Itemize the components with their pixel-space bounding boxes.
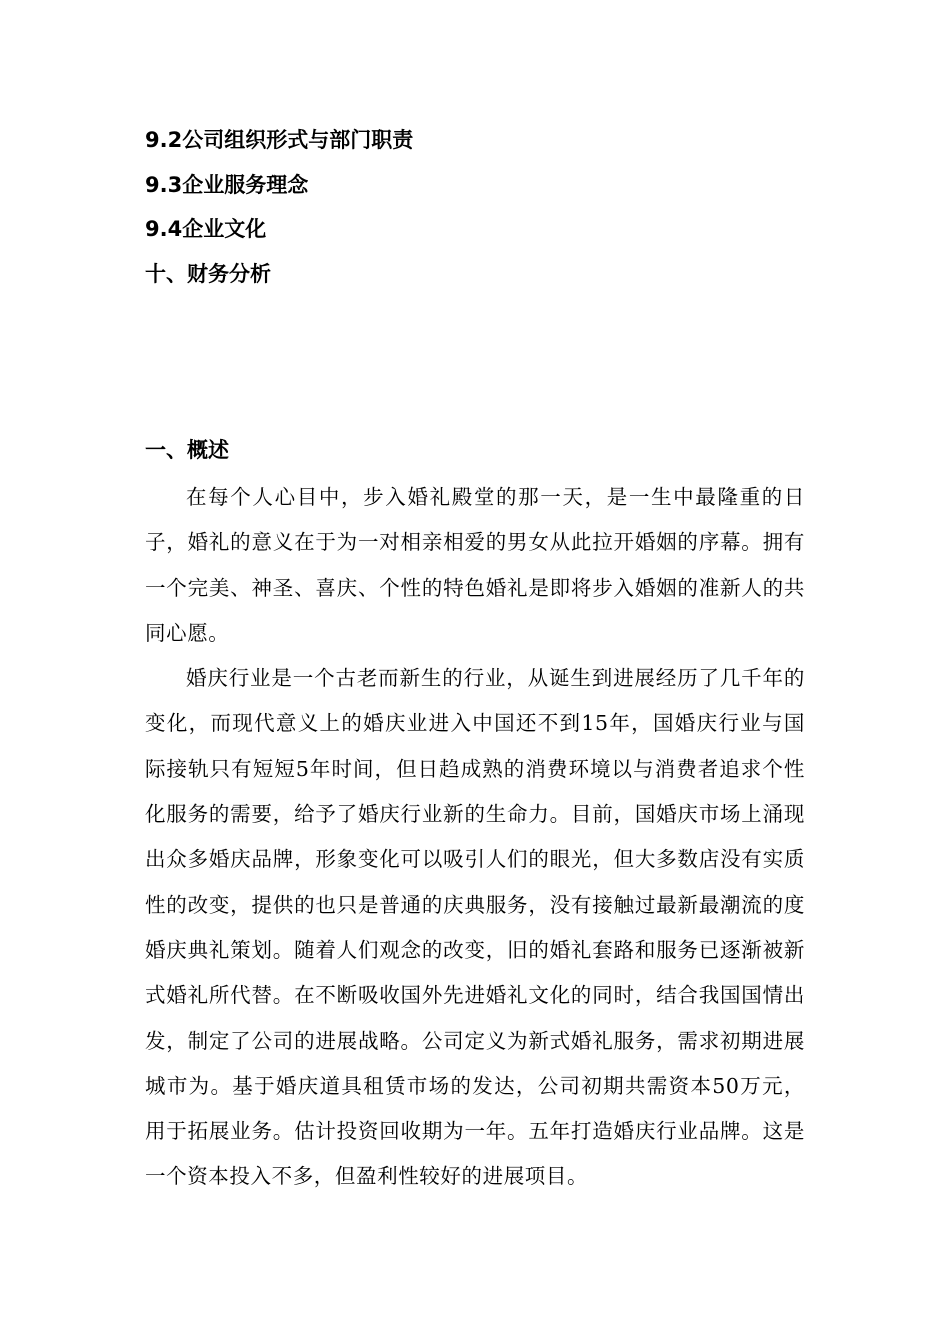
section-heading: 一、概述 bbox=[145, 438, 229, 462]
paragraph-2: 婚庆行业是一个古老而新生的行业，从诞生到进展经历了几千年的变化，而现代意义上的婚庆业进入中国还不到15年，国婚庆行业与国际接轨只有短短5年时间，但日趋成熟的消费环境以与消费者追求个性化服务的需要，给予了婚庆行业新的生命力。目前，国婚庆市场上涌现出众多婚庆品牌，形象变化可以吸引人们的眼光，但大多数店没有实质性的改变，提供的也只是普通的庆典服务，没有接触过最新最潮流的度婚庆典礼策划。随着人们观念的改变，旧的婚礼套路和服务已逐渐被新式婚礼所代替。在不断吸收国外先进婚礼文化的同时，结合我国国情出发，制定了公司的进展战略。公司定义为新式婚礼服务，需求初期进展城市为。基于婚庆道具租赁市场的发达，公司初期共需资本50万元，用于拓展业务。估计投资回收期为一年。五年打造婚庆行业品牌。这是一个资本投入不多，但盈利性较好的进展项目。 bbox=[145, 666, 805, 1189]
table-of-contents bbox=[145, 118, 825, 296]
toc-item-9-4: 9.4企业文化 bbox=[145, 217, 267, 241]
toc-item-10: 十、财务分析 bbox=[145, 261, 271, 286]
section-body bbox=[145, 475, 805, 1200]
paragraph-1: 在每个人心目中，步入婚礼殿堂的那一天，是一生中最隆重的日子，婚礼的意义在于为一对相亲相爱的男女从此拉开婚姻的序幕。拥有一个完美、神圣、喜庆、个性的特色婚礼是即将步入婚姻的准新人的共同心愿。 bbox=[145, 485, 805, 645]
toc-item-9-3: 9.3企业服务理念 bbox=[145, 172, 309, 197]
toc-item-9-2: 9.2公司组织形式与部门职责 bbox=[145, 128, 414, 152]
